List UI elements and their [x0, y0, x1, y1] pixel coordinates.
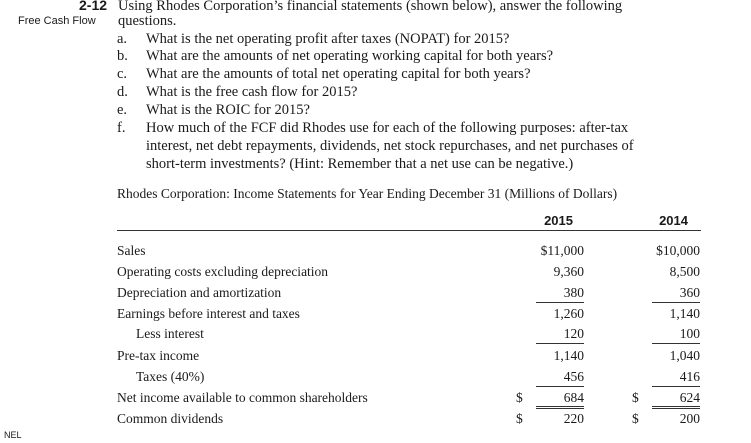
value-2014 [630, 411, 700, 427]
row-label: Earnings before interest and taxes [117, 306, 300, 321]
row-label: Pre-tax income [117, 348, 200, 363]
row-label: Sales [117, 243, 146, 258]
question-letter: e. [117, 102, 128, 118]
question-text-line1: How much of the FCF did Rhodes use for each of the following purposes: after-tax [146, 120, 629, 136]
subtotal-rule-2015 [536, 343, 584, 344]
value-2015: 9,360 [553, 264, 584, 279]
question-text: What is the free cash flow for 2015? [146, 84, 358, 100]
subtotal-rule-2015 [536, 386, 584, 387]
value-2015: 1,260 [553, 306, 584, 321]
subtotal-rule-2014 [652, 302, 700, 303]
publisher-mark: NEL [4, 430, 22, 440]
problem-intro-line1: Using Rhodes Corporation’s financial statements (shown below), answer the following [118, 0, 623, 14]
row-label: Depreciation and amortization [117, 285, 282, 300]
row-label: Less interest [136, 326, 204, 341]
side-label-free-cash-flow: Free Cash Flow [18, 15, 96, 27]
amount: 684 [563, 390, 584, 405]
total-rule-2014 [652, 406, 700, 407]
value-2015: 120 [563, 326, 584, 341]
problem-intro-line2: questions. [118, 13, 177, 29]
question-letter: c. [117, 66, 128, 82]
value-2015: 380 [563, 285, 584, 300]
total-rule-2014-double [652, 408, 700, 409]
question-letter: b. [117, 48, 128, 64]
problem-number: 2-12 [79, 0, 108, 13]
question-text: What is the net operating profit after taxes (NOPAT) for 2015? [146, 31, 510, 47]
value-2014: 1,140 [669, 306, 700, 321]
amount: 624 [679, 390, 700, 405]
row-label: Taxes (40%) [136, 369, 205, 384]
question-text: What are the amounts of total net operating capital for both years? [146, 66, 531, 82]
dollar-sign: $ [632, 390, 639, 405]
total-rule-2015 [536, 406, 584, 407]
value-2015 [514, 390, 584, 406]
column-header-2015: 2015 [544, 213, 573, 228]
value-2014: 100 [679, 326, 700, 341]
question-text-line3: short-term investments? (Hint: Remember that a net use can be negative.) [146, 156, 574, 172]
total-rule-2015-double [536, 408, 584, 409]
value-2014: $10,000 [656, 243, 700, 258]
value-2014: 416 [679, 369, 700, 384]
question-text-line2: interest, net debt repayments, dividends, net stock repurchases, and net purchases of [146, 138, 634, 154]
header-divider [117, 230, 701, 231]
question-letter: a. [117, 31, 128, 47]
row-label: Common dividends [117, 411, 224, 426]
value-2015: $11,000 [540, 243, 584, 258]
dollar-sign: $ [516, 411, 523, 426]
amount: 200 [679, 411, 700, 426]
question-text: What is the ROIC for 2015? [146, 102, 310, 118]
subtotal-rule-2015 [536, 302, 584, 303]
dollar-sign: $ [516, 390, 523, 405]
value-2015: 1,140 [553, 348, 584, 363]
question-letter: f. [117, 120, 126, 136]
value-2014: 8,500 [669, 264, 700, 279]
dollar-sign: $ [632, 411, 639, 426]
question-text: What are the amounts of net operating working capital for both years? [146, 48, 554, 64]
row-label: Net income available to common shareholders [117, 390, 368, 405]
value-2015 [514, 411, 584, 427]
subtotal-rule-2014 [652, 386, 700, 387]
question-letter: d. [117, 84, 128, 100]
subtotal-rule-2014 [652, 343, 700, 344]
value-2014: 1,040 [669, 348, 700, 363]
row-label: Operating costs excluding depreciation [117, 264, 329, 279]
value-2014 [630, 390, 700, 406]
value-2015: 456 [563, 369, 584, 384]
column-header-2014: 2014 [659, 213, 688, 228]
amount: 220 [563, 411, 584, 426]
table-title: Rhodes Corporation: Income Statements for Year Ending December 31 (Millions of Dollars) [117, 186, 618, 201]
value-2014: 360 [679, 285, 700, 300]
